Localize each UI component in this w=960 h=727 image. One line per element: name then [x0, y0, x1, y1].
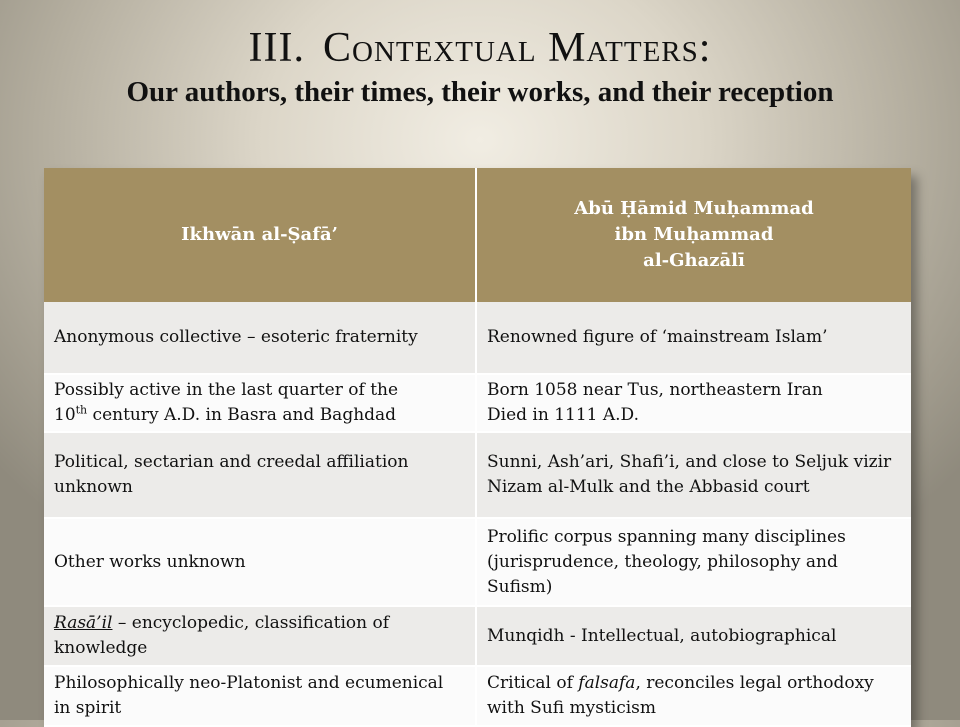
slide-subtitle: Our authors, their times, their works, and their reception — [126, 76, 834, 108]
cell-ikhwan: Other works unknown — [44, 518, 476, 606]
header-ikhwan-name: Ikhwān al-Ṣafā’ — [181, 224, 338, 245]
cell-ghazali: Sunni, Ash’ari, Shafi’i, and close to Seljuk vizir Nizam al-Mulk and the Abbasid court — [476, 432, 911, 518]
emphasis-term: falsafa — [578, 673, 636, 693]
cell-ikhwan — [44, 374, 476, 432]
cell-text: – encyclopedic, classification of knowledge — [54, 613, 390, 658]
cell-text: Critical of — [487, 673, 579, 693]
slide-title — [0, 22, 960, 110]
slide-heading — [0, 22, 960, 74]
header-ghazali-line1: Abū Ḥāmid Muḥammad — [574, 198, 814, 219]
cell-text: Born 1058 near Tus, northeastern Iran — [487, 380, 823, 400]
cell-text: , reconciles legal orthodoxy with Sufi mysticism — [487, 673, 874, 718]
table-row — [44, 666, 911, 726]
cell-text: century A.D. in Basra and Baghdad — [87, 405, 397, 425]
cell-ikhwan — [44, 606, 476, 666]
cell-ikhwan: Anonymous collective – esoteric fraternity — [44, 302, 476, 374]
cell-text: 10 — [54, 405, 76, 425]
cell-ghazali: Prolific corpus spanning many disciplines (jurisprudence, theology, philosophy and Sufism) — [476, 518, 911, 606]
cell-ghazali — [476, 374, 911, 432]
table-row — [44, 374, 911, 432]
cell-text: Possibly active in the last quarter of the — [54, 380, 399, 400]
table-header-row — [44, 168, 911, 302]
section-number: III. — [248, 25, 305, 71]
work-title: Rasā’il — [54, 613, 113, 633]
header-ghazali-line3: al-Ghazālī — [643, 250, 745, 271]
cell-text: Died in 1111 A.D. — [487, 405, 639, 425]
table-row — [44, 518, 911, 606]
table-row — [44, 606, 911, 666]
section-heading: Contextual Matters: — [323, 25, 712, 71]
table-row — [44, 302, 911, 374]
cell-ikhwan: Political, sectarian and creedal affiliation unknown — [44, 432, 476, 518]
cell-ikhwan: Philosophically neo-Platonist and ecumenical in spirit — [44, 666, 476, 726]
cell-ghazali: Munqidh - Intellectual, autobiographical — [476, 606, 911, 666]
cell-ghazali — [476, 666, 911, 726]
table-row — [44, 432, 911, 518]
comparison-table — [44, 168, 911, 727]
header-ikhwan — [44, 168, 476, 302]
ordinal-suffix: th — [75, 403, 88, 417]
cell-ghazali: Renowned figure of ‘mainstream Islam’ — [476, 302, 911, 374]
header-ghazali — [476, 168, 911, 302]
header-ghazali-line2: ibn Muḥammad — [614, 224, 774, 245]
